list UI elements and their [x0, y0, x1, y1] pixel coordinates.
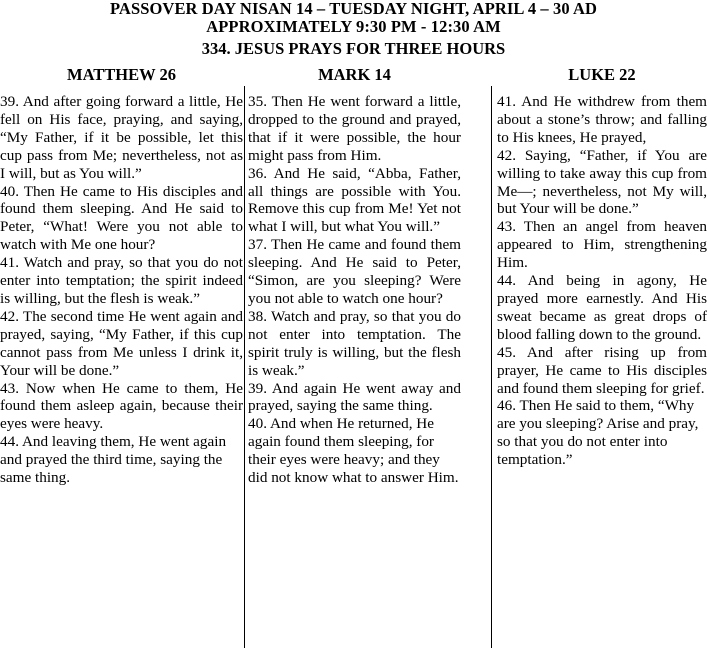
- verse: 43. Now when He came to them, He found them asleep again, because their eyes were heavy.: [0, 379, 243, 433]
- verse: 35. Then He went forward a little, dropped to the ground and prayed, that if it were possible, the hour might pass from Him.: [248, 93, 461, 164]
- verse: 42. Saying, “Father, if You are willing to take away this cup from Me—; nevertheless, not My will, but Your will be done.”: [497, 146, 707, 218]
- verse: 41. Watch and pray, so that you do not enter into temptation; the spirit indeed is willing, but the flesh is weak.”: [0, 254, 243, 307]
- column-heading: MATTHEW 26: [67, 65, 176, 84]
- verse: 40. Then He came to His disciples and found them sleeping. And He said to Peter, “What! Were you not able to watch with Me one hour?: [0, 182, 243, 254]
- verse: 44. And leaving them, He went again and prayed the third time, saying the same thing.: [0, 433, 227, 487]
- verse: 46. Then He said to them, “Why are you sleeping? Arise and pray, so that you do not enter into temptation.”: [497, 397, 699, 469]
- header-line-2: APPROXIMATELY 9:30 PM - 12:30 AM: [206, 17, 501, 36]
- column-heading: MARK 14: [318, 65, 391, 84]
- column-divider: [491, 86, 492, 648]
- column-luke: [497, 66, 707, 469]
- verse: 36. And He said, “Abba, Father, all things are possible with You. Remove this cup from Me! Yet not what I will, but what You will.”: [248, 164, 461, 236]
- verse: 44. And being in agony, He prayed more earnestly. And His sweat became as great drops of blood falling down to the ground.: [497, 272, 707, 343]
- column-heading: LUKE 22: [568, 65, 636, 84]
- verse: 42. The second time He went again and prayed, saying, “My Father, if this cup cannot pass from Me unless I drink it, Your will be done.”: [0, 307, 243, 379]
- verse: 40. And when He returned, He again found them sleeping, for their eyes were heavy; and they did not know what to answer Him.: [248, 415, 459, 487]
- verse: 41. And He withdrew from them about a stone’s throw; and falling to His knees, He prayed,: [497, 93, 707, 146]
- column-divider: [244, 86, 245, 648]
- verse: 39. And again He went away and prayed, saying the same thing.: [248, 379, 461, 415]
- verse: 43. Then an angel from heaven appeared to Him, strengthening Him.: [497, 218, 707, 272]
- page-header: [0, 0, 707, 58]
- verse: 38. Watch and pray, so that you do not enter into temptation. The spirit truly is willing, but the flesh is weak.”: [248, 307, 461, 379]
- section-title: 334. JESUS PRAYS FOR THREE HOURS: [201, 39, 506, 58]
- verse: 39. And after going forward a little, He fell on His face, praying, and saying, “My Father, if it be possible, let this cup pass from Me; nevertheless, not as I will, but as You will.”: [0, 93, 243, 182]
- verse: 37. Then He came and found them sleeping. And He said to Peter, “Simon, are you sleeping? Were you not able to watch one hour?: [248, 236, 461, 307]
- column-mark: [248, 66, 461, 487]
- header-line-1: PASSOVER DAY NISAN 14 – TUESDAY NIGHT, APRIL 4 – 30 AD: [109, 0, 598, 18]
- column-matthew: [0, 66, 243, 487]
- verse: 45. And after rising up from prayer, He came to His disciples and found them sleeping for grief.: [497, 343, 707, 397]
